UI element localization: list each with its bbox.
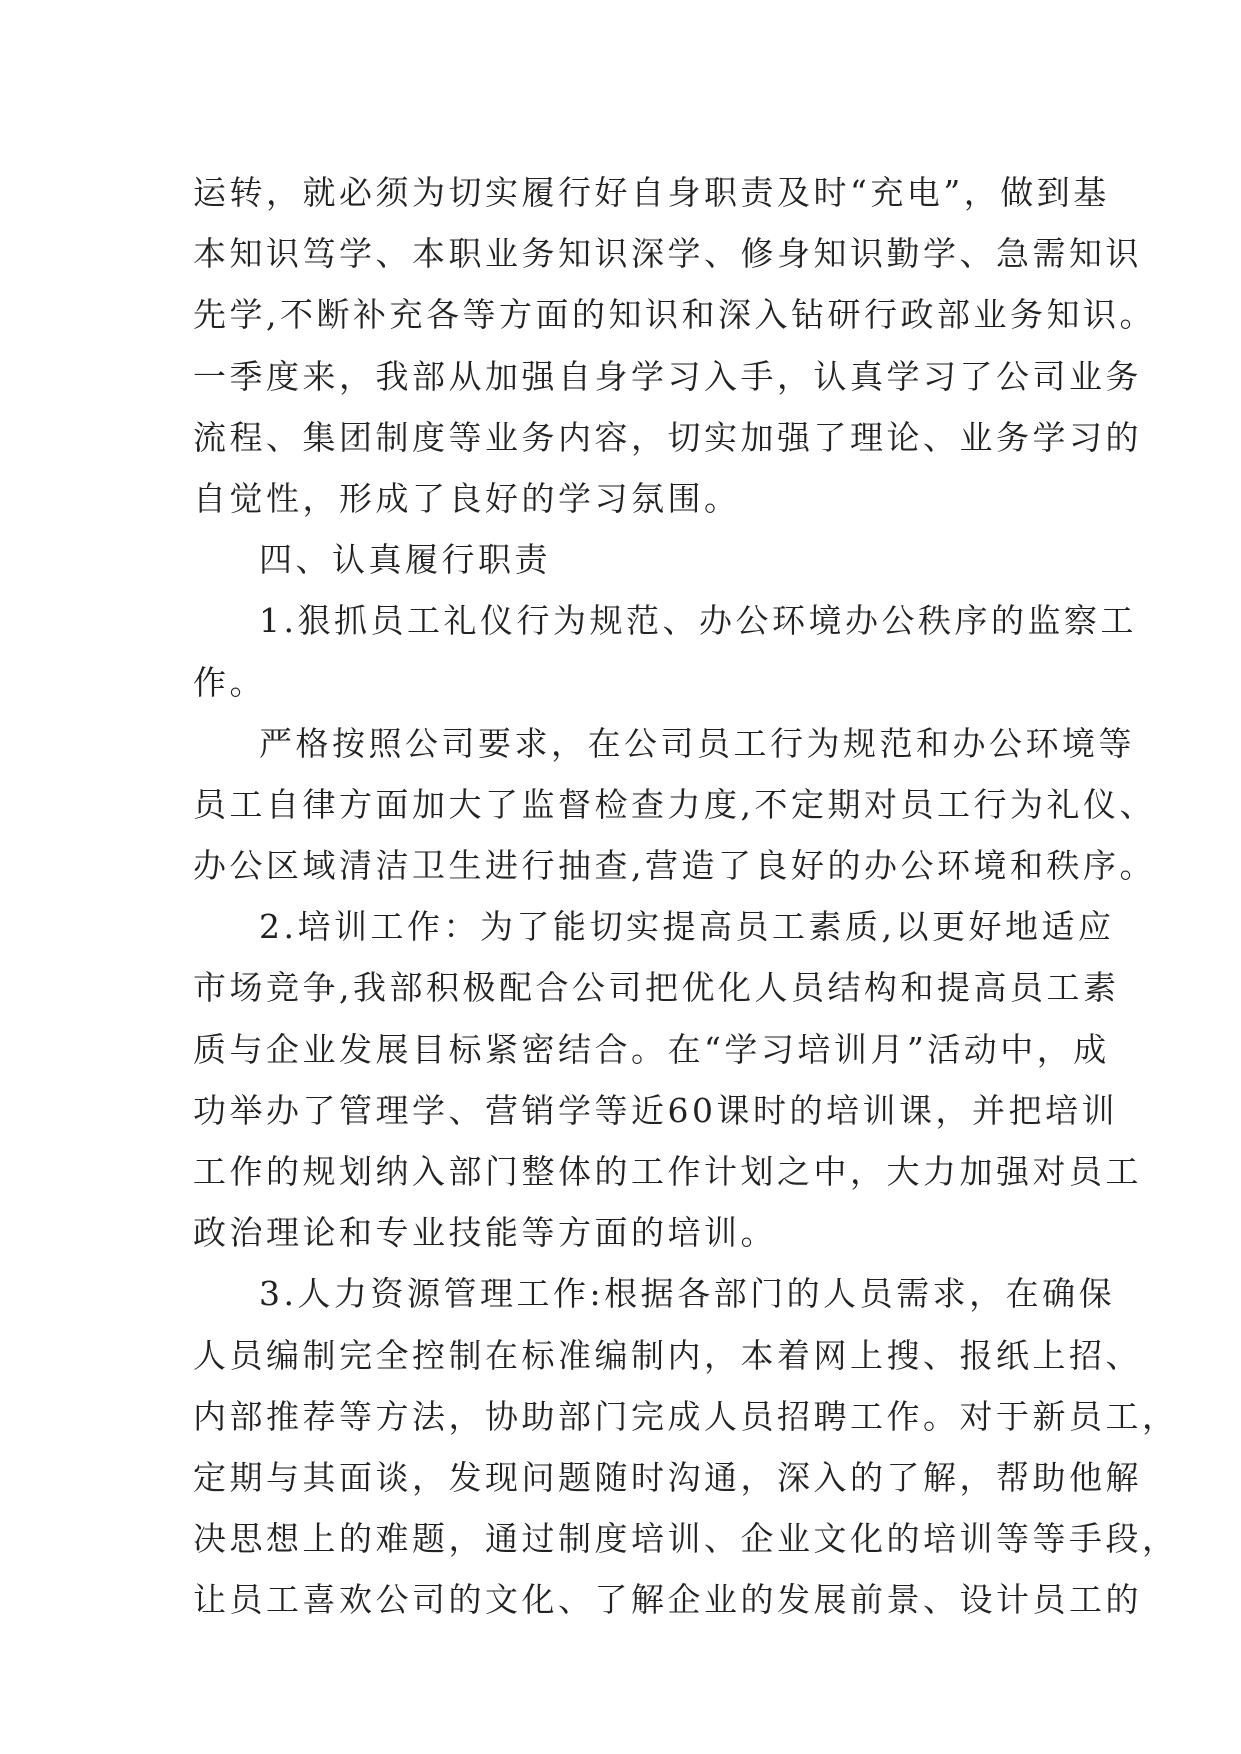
text-line: 先学,不断补充各等方面的知识和深入钻研行政部业务知识。 [193, 295, 1156, 335]
text-line: 定期与其面谈，发现问题随时沟通，深入的了解，帮助他解 [193, 1457, 1142, 1497]
text-line: 让员工喜欢公司的文化、了解企业的发展前景、设计员工的 [193, 1580, 1142, 1620]
text-line: 工作的规划纳入部门整体的工作计划之中，大力加强对员工 [193, 1152, 1142, 1191]
text-line: 办公区域清洁卫生进行抽查,营造了良好的办公环境和秩序。 [193, 846, 1156, 886]
text-line: 作。 [193, 662, 266, 702]
list-item-heading: 3.人力资源管理工作:根据各部门的人员需求，在确保 [259, 1274, 1116, 1314]
text-line: 政治理论和专业技能等方面的培训。 [193, 1213, 777, 1253]
list-item-heading: 2.培训工作：为了能切实提高员工素质,以更好地适应 [259, 907, 1115, 947]
paragraph-start: 严格按照公司要求，在公司员工行为规范和办公环境等 [259, 723, 1135, 763]
section-heading: 四、认真履行职责 [259, 540, 551, 580]
text-line: 功举办了管理学、营销学等近60课时的培训课，并把培训 [193, 1090, 1118, 1130]
text-line: 人员编制完全控制在标准编制内，本着网上搜、报纸上招、 [193, 1335, 1142, 1375]
text-line: 运转，就必须为切实履行好自身职责及时“充电”，做到基 [193, 173, 1110, 212]
text-line: 决思想上的难题，通过制度培训、企业文化的培训等等手段， [193, 1519, 1179, 1559]
text-line: 员工自律方面加大了监督检查力度,不定期对员工行为礼仪、 [193, 784, 1156, 824]
list-item-heading: 1.狠抓员工礼仪行为规范、办公环境办公秩序的监察工 [259, 601, 1137, 641]
text-line: 一季度来，我部从加强自身学习入手，认真学习了公司业务 [193, 356, 1142, 396]
text-line: 流程、集团制度等业务内容，切实加强了理论、业务学习的 [193, 417, 1142, 457]
document-body [193, 162, 1179, 1631]
text-line: 自觉性，形成了良好的学习氛围。 [193, 478, 741, 518]
text-line: 市场竞争,我部积极配合公司把优化人员结构和提高员工素 [193, 968, 1120, 1008]
text-line: 质与企业发展目标紧密结合。在“学习培训月”活动中，成 [193, 1029, 1110, 1069]
text-line: 本知识笃学、本职业务知识深学、修身知识勤学、急需知识 [193, 234, 1142, 274]
text-line: 内部推荐等方法，协助部门完成人员招聘工作。对于新员工， [193, 1396, 1179, 1436]
